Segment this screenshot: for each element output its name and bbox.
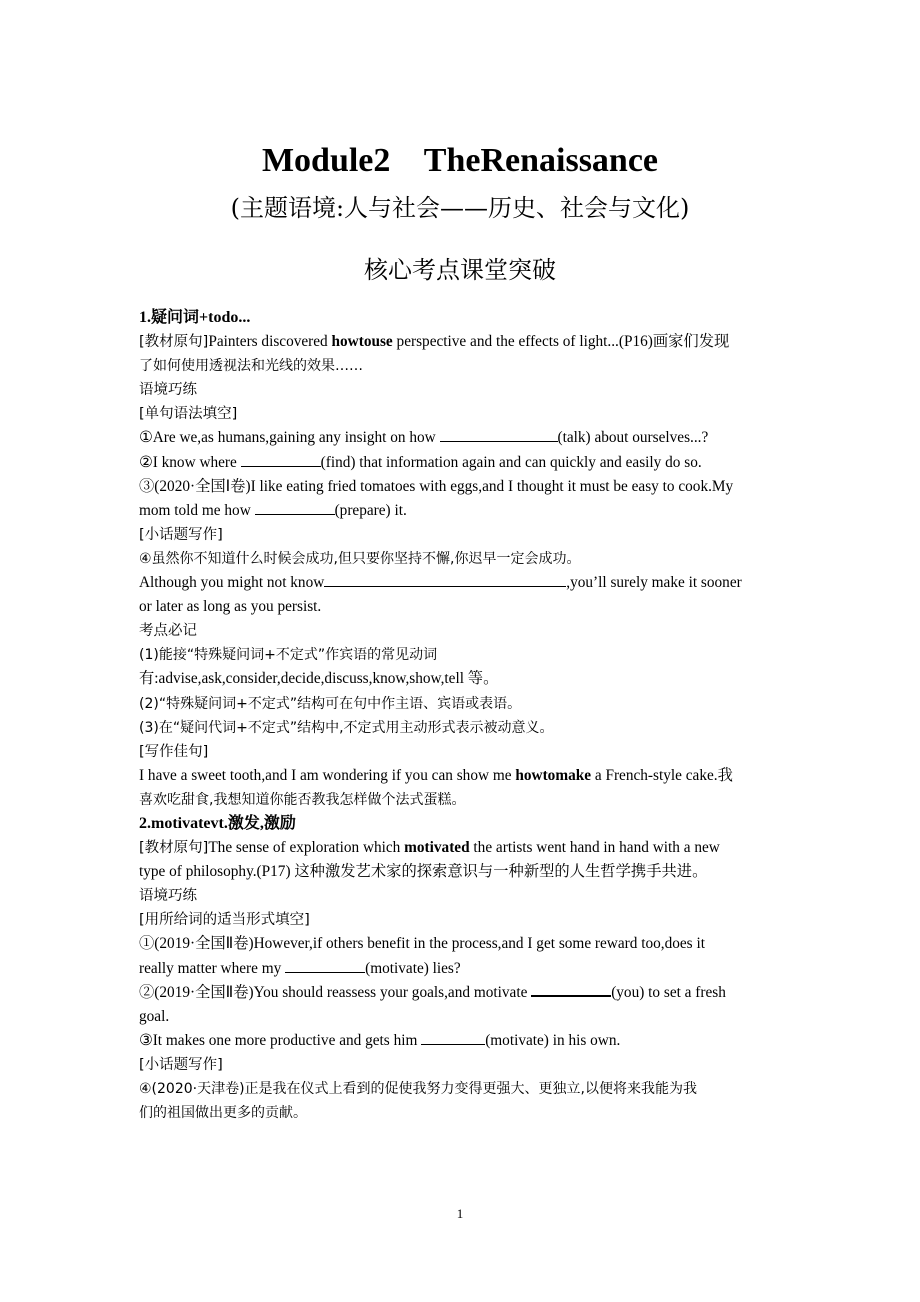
sentence-text: a French-style cake.我 bbox=[591, 766, 733, 784]
exercise-text: (talk) about ourselves...? bbox=[557, 429, 709, 447]
module-title: Module2 TheRenaissance bbox=[261, 142, 659, 179]
exercise-1: ①(2019·全国Ⅱ卷)However,if others benefit in the process,and I get some reward too,does it bbox=[139, 935, 705, 953]
good-sentence bbox=[139, 764, 789, 788]
answer-blank[interactable] bbox=[255, 500, 335, 515]
key-phrase: howtomake bbox=[515, 766, 592, 784]
exercise-1-cont bbox=[139, 957, 789, 981]
good-sentence-label: [写作佳句] bbox=[139, 743, 209, 760]
textbook-translation: 了如何使用透视法和光线的效果…… bbox=[139, 358, 363, 375]
exercise-3-cont bbox=[139, 499, 789, 523]
exercise-1 bbox=[139, 426, 789, 450]
exercise-4-cont: or later as long as you persist. bbox=[139, 598, 322, 616]
key-notes-label: 考点必记 bbox=[139, 623, 197, 640]
key-phrase: motivated bbox=[404, 839, 470, 857]
textbook-label: [教材原句] bbox=[139, 840, 209, 857]
answer-blank[interactable] bbox=[440, 427, 558, 442]
point-1-header: 1.疑问词+todo... bbox=[139, 309, 251, 326]
section-heading: 核心考点课堂突破 bbox=[364, 256, 556, 284]
note-1: (1)能接“特殊疑问词+不定式”作宾语的常见动词 bbox=[139, 647, 438, 664]
note-2: (2)“特殊疑问词+不定式”结构可在句中作主语、宾语或表语。 bbox=[139, 695, 522, 712]
exercise-4-prompt: ④虽然你不知道什么时候会成功,但只要你坚持不懈,你迟早一定会成功。 bbox=[139, 550, 581, 567]
note-3: (3)在“疑问代词+不定式”结构中,不定式用主动形式表示被动意义。 bbox=[139, 719, 554, 736]
exercise-text: really matter where my bbox=[139, 959, 286, 977]
page-number: 1 bbox=[456, 1206, 464, 1221]
exercise-text: Although you might not know bbox=[139, 574, 325, 592]
exercise-2 bbox=[139, 981, 789, 1005]
exercise-4-prompt: ④(2020·天津卷)正是我在仪式上看到的促使我努力变得更强大、更独立,以便将来我能为我 bbox=[139, 1081, 698, 1097]
sentence-text: I have a sweet tooth,and I am wondering if you can show me bbox=[139, 766, 516, 784]
grammar-fill-label: [单句语法填空] bbox=[139, 406, 238, 423]
document-body bbox=[139, 306, 789, 1125]
answer-blank[interactable] bbox=[324, 572, 566, 587]
note-1-cont: 有:advise,ask,consider,decide,discuss,know,show,tell 等。 bbox=[139, 670, 499, 688]
exercise-text: (motivate) lies? bbox=[365, 959, 461, 977]
word-form-fill-label: [用所给词的适当形式填空] bbox=[139, 912, 310, 929]
exercise-text: (find) that information again and can quickly and easily do so. bbox=[320, 453, 702, 471]
exercise-text: (you) to set a fresh bbox=[611, 983, 726, 1001]
point-2-header: 2.motivatevt.激发,激励 bbox=[139, 814, 296, 832]
exercise-4 bbox=[139, 571, 789, 595]
textbook-text-cont: the artists went hand in hand with a new bbox=[469, 839, 720, 857]
point-2-textbook-sentence bbox=[139, 836, 789, 860]
exercise-2 bbox=[139, 451, 789, 475]
exercise-3 bbox=[139, 1029, 789, 1053]
exercise-text: ①Are we,as humans,gaining any insight on how bbox=[139, 429, 440, 447]
exercise-text: (prepare) it. bbox=[334, 501, 407, 519]
exercise-text: ③It makes one more productive and gets him bbox=[139, 1031, 422, 1049]
textbook-label: [教材原句] bbox=[139, 334, 209, 351]
practice-label: 语境巧练 bbox=[139, 888, 197, 905]
answer-blank[interactable] bbox=[241, 452, 321, 467]
theme-subtitle: (主题语境:人与社会——历史、社会与文化) bbox=[230, 194, 690, 222]
topic-writing-label: [小话题写作] bbox=[139, 1056, 223, 1073]
exercise-4-prompt-cont: 们的祖国做出更多的贡献。 bbox=[139, 1105, 307, 1122]
textbook-text: The sense of exploration which bbox=[208, 839, 405, 857]
key-phrase: howtouse bbox=[331, 333, 393, 351]
topic-writing-label: [小话题写作] bbox=[139, 526, 223, 543]
exercise-text: ②I know where bbox=[139, 453, 241, 471]
exercise-3: ③(2020·全国Ⅰ卷)I like eating fried tomatoes with eggs,and I thought it must be easy to cook.My bbox=[139, 477, 734, 495]
point-1-textbook-sentence bbox=[139, 330, 789, 354]
textbook-text: Painters discovered bbox=[208, 333, 332, 351]
good-sentence-translation: 喜欢吃甜食,我想知道你能否教我怎样做个法式蛋糕。 bbox=[139, 791, 466, 808]
exercise-text: mom told me how bbox=[139, 501, 255, 519]
textbook-sentence-cont: type of philosophy.(P17) 这种激发艺术家的探索意识与一种新型的人生哲学携手共进。 bbox=[139, 863, 708, 881]
exercise-2-cont: goal. bbox=[139, 1007, 170, 1025]
practice-label: 语境巧练 bbox=[139, 382, 197, 399]
answer-blank[interactable] bbox=[285, 958, 365, 973]
exercise-text: ,you’ll surely make it sooner bbox=[566, 574, 742, 592]
answer-blank[interactable] bbox=[421, 1030, 485, 1045]
exercise-text: (motivate) in his own. bbox=[485, 1031, 621, 1049]
exercise-text: ②(2019·全国Ⅱ卷)You should reassess your goals,and motivate bbox=[139, 983, 532, 1001]
textbook-text-cont: perspective and the effects of light...(P16)画家们发现 bbox=[392, 333, 730, 351]
answer-blank[interactable] bbox=[531, 981, 611, 997]
